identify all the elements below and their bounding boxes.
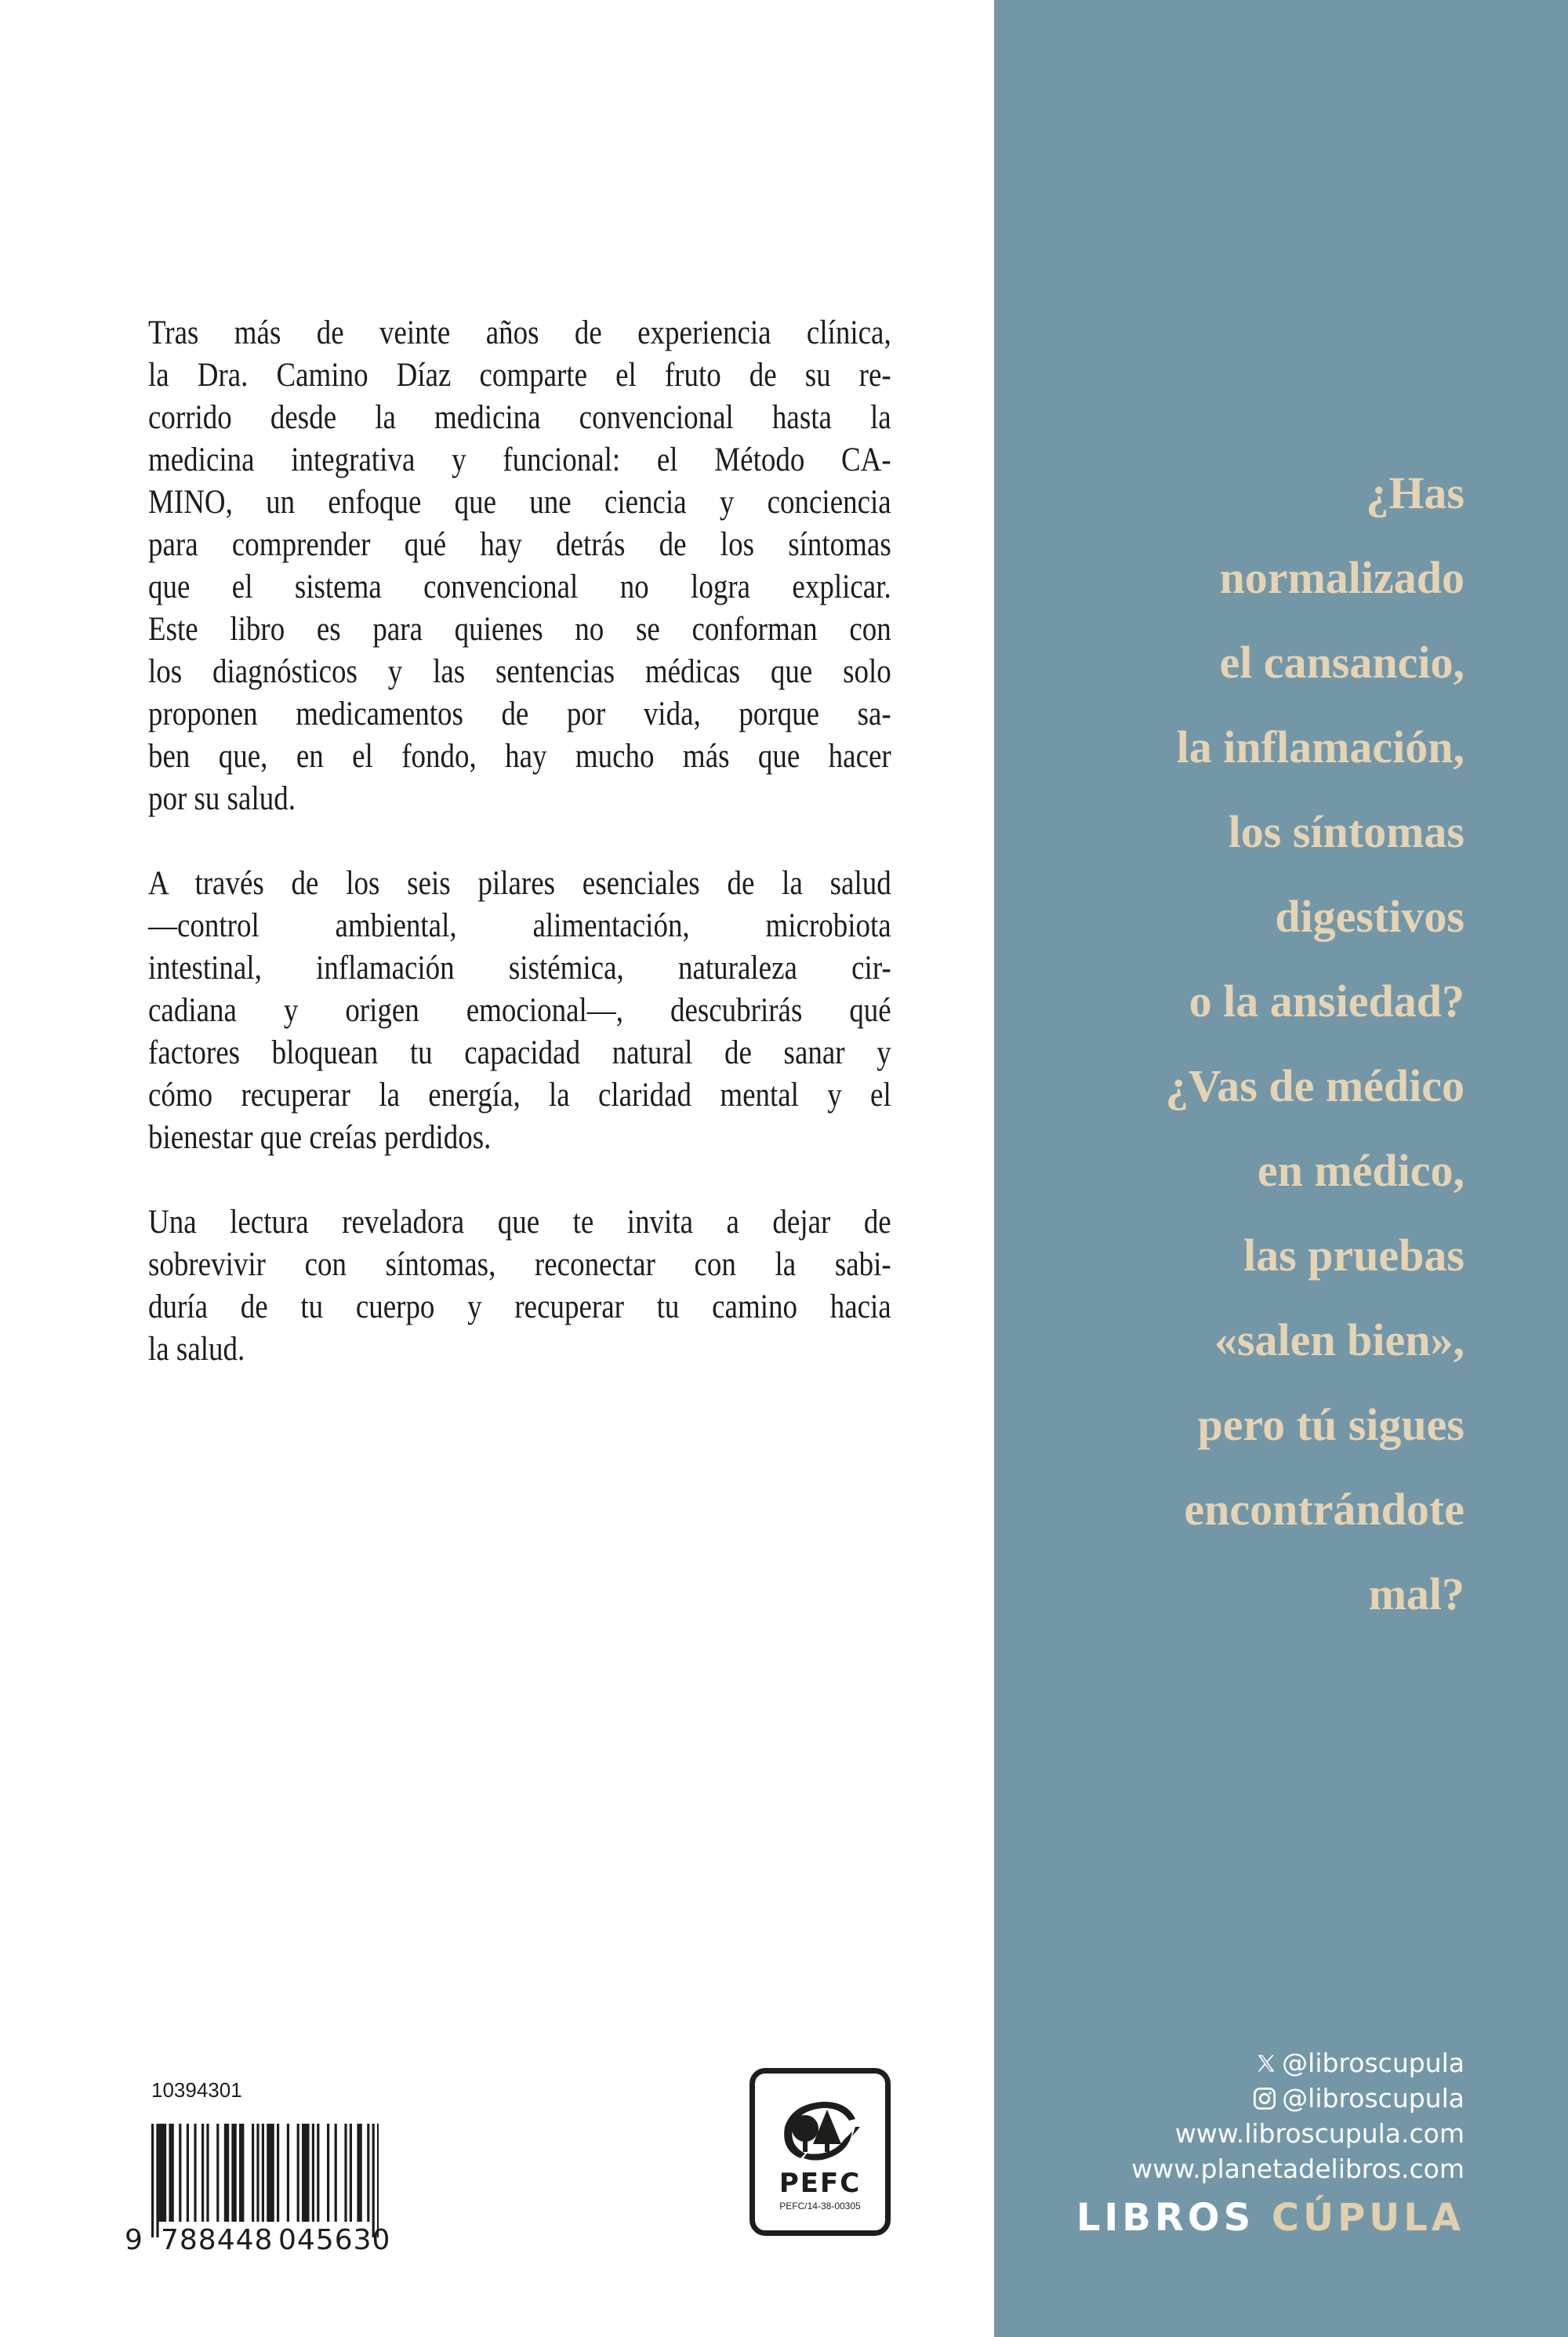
- x-account[interactable]: [1131, 2045, 1465, 2081]
- blurb-line: sobrevivir con síntomas, reconectar con la sabi-: [148, 1246, 891, 1283]
- barcode-bar: [317, 2124, 319, 2222]
- barcode-bar: [377, 2124, 379, 2237]
- barcode-bar: [262, 2124, 264, 2222]
- barcode-bar: [312, 2124, 314, 2222]
- barcode-internal-code: 10394301: [151, 2078, 242, 2102]
- instagram-handle: @libroscupula: [1282, 2083, 1465, 2113]
- barcode-bar: [169, 2124, 173, 2222]
- question-line: la inflamación,: [1176, 721, 1465, 772]
- barcode-bar: [231, 2124, 236, 2222]
- question-line: los síntomas: [1228, 806, 1465, 857]
- blurb-line: cómo recuperar la energía, la claridad mental y el: [148, 1077, 891, 1114]
- isbn-group-2: 045630: [278, 2224, 391, 2256]
- barcode-bar: [216, 2124, 219, 2222]
- question-line: «salen bien»,: [1214, 1314, 1465, 1365]
- blurb-line: intestinal, inflamación sistémica, naturaleza cir-: [148, 950, 891, 987]
- publisher-logo: [1076, 2196, 1465, 2240]
- question-line: ¿Has: [1366, 467, 1465, 518]
- barcode: [125, 2070, 410, 2256]
- barcode-bar: [187, 2124, 189, 2222]
- instagram-icon: [1252, 2086, 1277, 2111]
- cover-question: [994, 451, 1465, 1637]
- blurb-line: —control ambiental, alimentación, microbiota: [148, 907, 891, 944]
- barcode-bar: [239, 2124, 244, 2222]
- blurb-line: Tras más de veinte años de experiencia clínica,: [148, 314, 891, 351]
- question-line: el cansancio,: [1219, 637, 1465, 688]
- publisher-word-cupula: CÚPULA: [1271, 2196, 1465, 2240]
- blurb-line: los diagnósticos y las sentencias médicas que solo: [148, 653, 891, 690]
- barcode-bar: [201, 2124, 204, 2222]
- blurb-line: que el sistema convencional no logra explicar.: [148, 569, 891, 605]
- blurb-paragraph: [148, 1201, 891, 1371]
- publisher-word-libros: LIBROS: [1076, 2196, 1255, 2240]
- instagram-account[interactable]: [1131, 2081, 1465, 2116]
- barcode-bar: [151, 2124, 154, 2237]
- pefc-label: PEFC: [779, 2168, 862, 2199]
- barcode-bar: [159, 2124, 167, 2222]
- barcode-bar: [350, 2124, 352, 2222]
- isbn-prefix-digit: 9: [125, 2224, 143, 2256]
- blurb-line: para comprender qué hay detrás de los síntomas: [148, 526, 891, 563]
- blurb-line: A través de los seis pilares esenciales de la salud: [148, 865, 891, 902]
- blurb-line: corrido desde la medicina convencional hasta la: [148, 399, 891, 436]
- isbn-group-1: 788448: [161, 2224, 274, 2256]
- blurb-line: la salud.: [148, 1331, 245, 1368]
- blurb-line: Este libro es para quienes no se conforman con: [148, 611, 891, 648]
- blurb-line: Una lectura reveladora que te invita a dejar de: [148, 1204, 891, 1241]
- question-line: o la ansiedad?: [1189, 976, 1465, 1027]
- barcode-bar: [277, 2124, 279, 2222]
- blurb-line: ben que, en el fondo, hay mucho más que hacer: [148, 738, 891, 775]
- barcode-bar: [224, 2124, 229, 2222]
- barcode-bar: [252, 2124, 254, 2222]
- blurb-paragraph: [148, 312, 891, 820]
- question-line: digestivos: [1275, 891, 1465, 942]
- blurb-line: la Dra. Camino Díaz comparte el fruto de su re-: [148, 357, 891, 394]
- barcode-bar: [267, 2124, 274, 2222]
- barcode-bars: [128, 2124, 379, 2237]
- blurb-line: factores bloquean tu capacidad natural de sanar y: [148, 1034, 891, 1071]
- pefc-trees-icon: [777, 2095, 863, 2166]
- question-line: en médico,: [1257, 1145, 1465, 1196]
- question-line: mal?: [1368, 1568, 1465, 1619]
- pefc-certificate-code: PEFC/14-38-00305: [779, 2201, 861, 2212]
- blurb-line: duría de tu cuerpo y recuperar tu camino hacia: [148, 1288, 891, 1325]
- blurb: [148, 312, 891, 1413]
- blurb-line: bienestar que creías perdidos.: [148, 1119, 492, 1156]
- website-1-text: www.libroscupula.com: [1174, 2118, 1465, 2149]
- barcode-bar: [156, 2124, 158, 2237]
- blurb-line: proponen medicamentos de por vida, porque sa-: [148, 696, 891, 732]
- blurb-line: cadiana y origen emocional—, descubrirás qué: [148, 992, 891, 1029]
- barcode-bar: [302, 2124, 310, 2222]
- barcode-bar: [206, 2124, 209, 2222]
- barcode-bar: [327, 2124, 329, 2222]
- blurb-line: medicina integrativa y funcional: el Método CA-: [148, 442, 891, 478]
- barcode-bar: [372, 2124, 375, 2237]
- barcode-bar: [357, 2124, 361, 2222]
- barcode-bar: [367, 2124, 369, 2222]
- question-line: encontrándote: [1184, 1484, 1465, 1535]
- blurb-line: por su salud.: [148, 780, 296, 817]
- question-line: normalizado: [1219, 552, 1465, 603]
- blurb-paragraph: [148, 863, 891, 1159]
- question-line: pero tú sigues: [1197, 1399, 1465, 1450]
- x-logo-icon: [1255, 2052, 1277, 2074]
- question-line: ¿Vas de médico: [1165, 1060, 1465, 1111]
- barcode-bar: [194, 2124, 196, 2222]
- barcode-bar: [344, 2124, 347, 2222]
- barcode-bar: [179, 2124, 181, 2222]
- barcode-bar: [335, 2124, 337, 2222]
- barcode-bar: [287, 2124, 289, 2222]
- blurb-line: MINO, un enfoque que une ciencia y conciencia: [148, 484, 891, 521]
- barcode-bar: [297, 2124, 299, 2222]
- website-link-1[interactable]: [1131, 2116, 1465, 2151]
- website-2-text: www.planetadelibros.com: [1131, 2153, 1465, 2184]
- barcode-bar: [256, 2124, 259, 2222]
- pefc-certification-badge: [750, 2068, 891, 2236]
- x-handle: @libroscupula: [1282, 2048, 1465, 2078]
- website-link-2[interactable]: [1131, 2151, 1465, 2186]
- question-line: las pruebas: [1243, 1230, 1465, 1281]
- social-links: [1131, 2045, 1465, 2186]
